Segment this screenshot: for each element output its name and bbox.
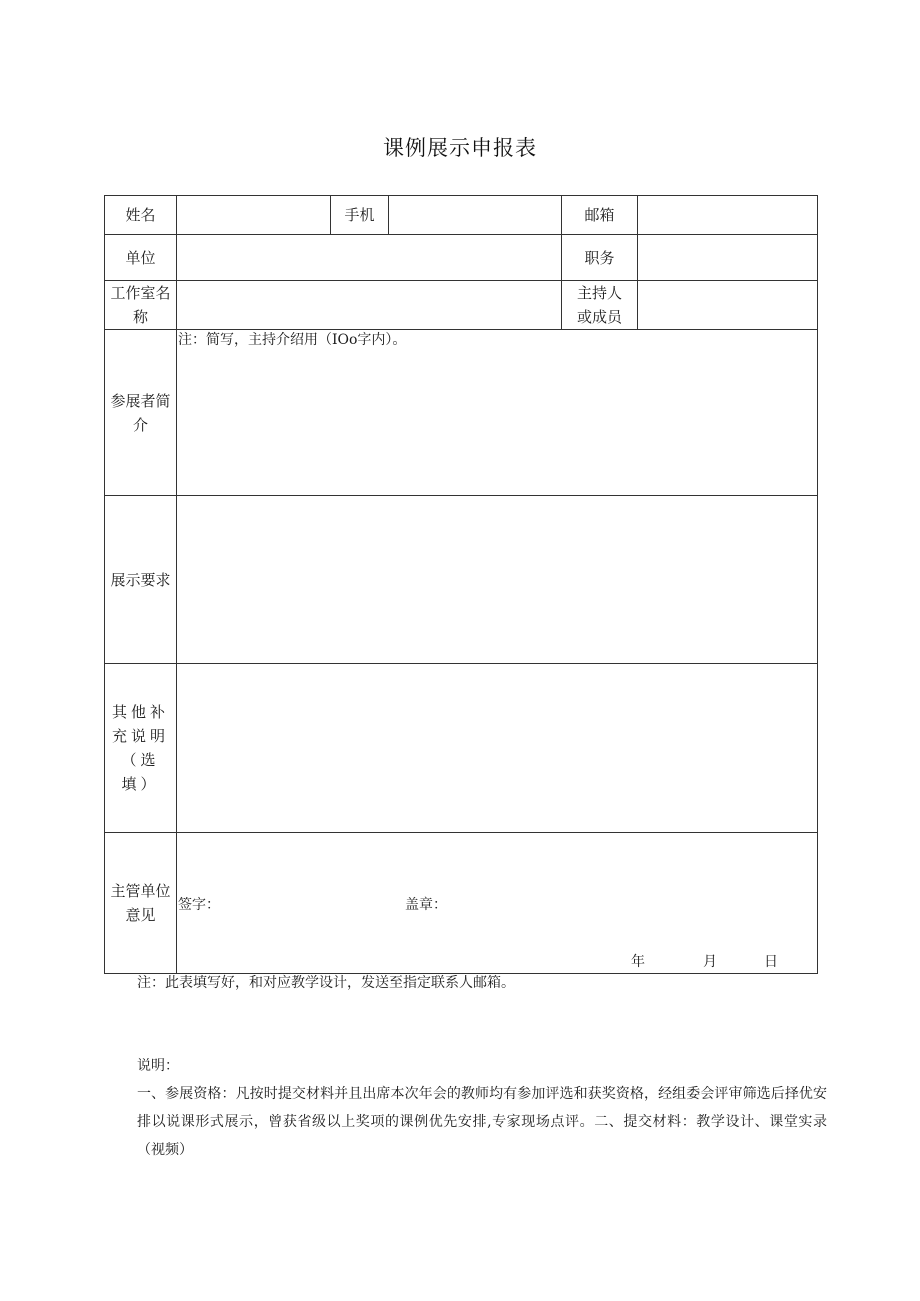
application-form <box>104 195 818 974</box>
phone-field[interactable] <box>389 196 562 235</box>
other-notes-field[interactable] <box>177 664 818 833</box>
name-field[interactable] <box>177 196 331 235</box>
host-field[interactable] <box>638 281 818 330</box>
stamp-label: 盖章： <box>405 897 447 913</box>
bio-note: 注：简写，主持介绍用（IOo字内）。 <box>178 332 407 348</box>
host-label: 主持人或成员 <box>562 281 638 330</box>
month-label: 月 <box>703 954 717 970</box>
page-title: 课例展示申报表 <box>383 136 537 160</box>
opinion-label: 主管单位意见 <box>105 833 177 974</box>
explanation-body: 一、参展资格：凡按时提交材料并且出席本次年会的教师均有参加评选和获奖资格，经组委会评审筛选后择优安排以说课形式展示，曾获省级以上奖项的课例优先安排,专家现场点评。二、提交材料：教学设计、课堂实录（视频） <box>137 1086 827 1158</box>
other-notes-label: 其他补充说明（选填） <box>105 664 177 833</box>
name-label: 姓名 <box>105 196 177 235</box>
signature-label: 签字： <box>178 897 220 913</box>
year-label: 年 <box>631 954 645 970</box>
position-field[interactable] <box>638 235 818 281</box>
opinion-field[interactable] <box>177 833 818 974</box>
bio-field[interactable] <box>177 330 818 496</box>
explanation-heading: 说明： <box>137 1058 179 1074</box>
requirements-field[interactable] <box>177 496 818 664</box>
requirements-label: 展示要求 <box>105 496 177 664</box>
unit-label: 单位 <box>105 235 177 281</box>
position-label: 职务 <box>562 235 638 281</box>
explanation-section <box>137 1052 827 1164</box>
bio-label: 参展者简介 <box>105 330 177 496</box>
phone-label: 手机 <box>331 196 389 235</box>
email-label: 邮箱 <box>562 196 638 235</box>
day-label: 日 <box>764 954 778 970</box>
studio-label: 工作室名称 <box>105 281 177 330</box>
footer-note: 注：此表填写好，和对应教学设计，发送至指定联系人邮箱。 <box>137 975 515 991</box>
studio-field[interactable] <box>177 281 562 330</box>
unit-field[interactable] <box>177 235 562 281</box>
email-field[interactable] <box>638 196 818 235</box>
